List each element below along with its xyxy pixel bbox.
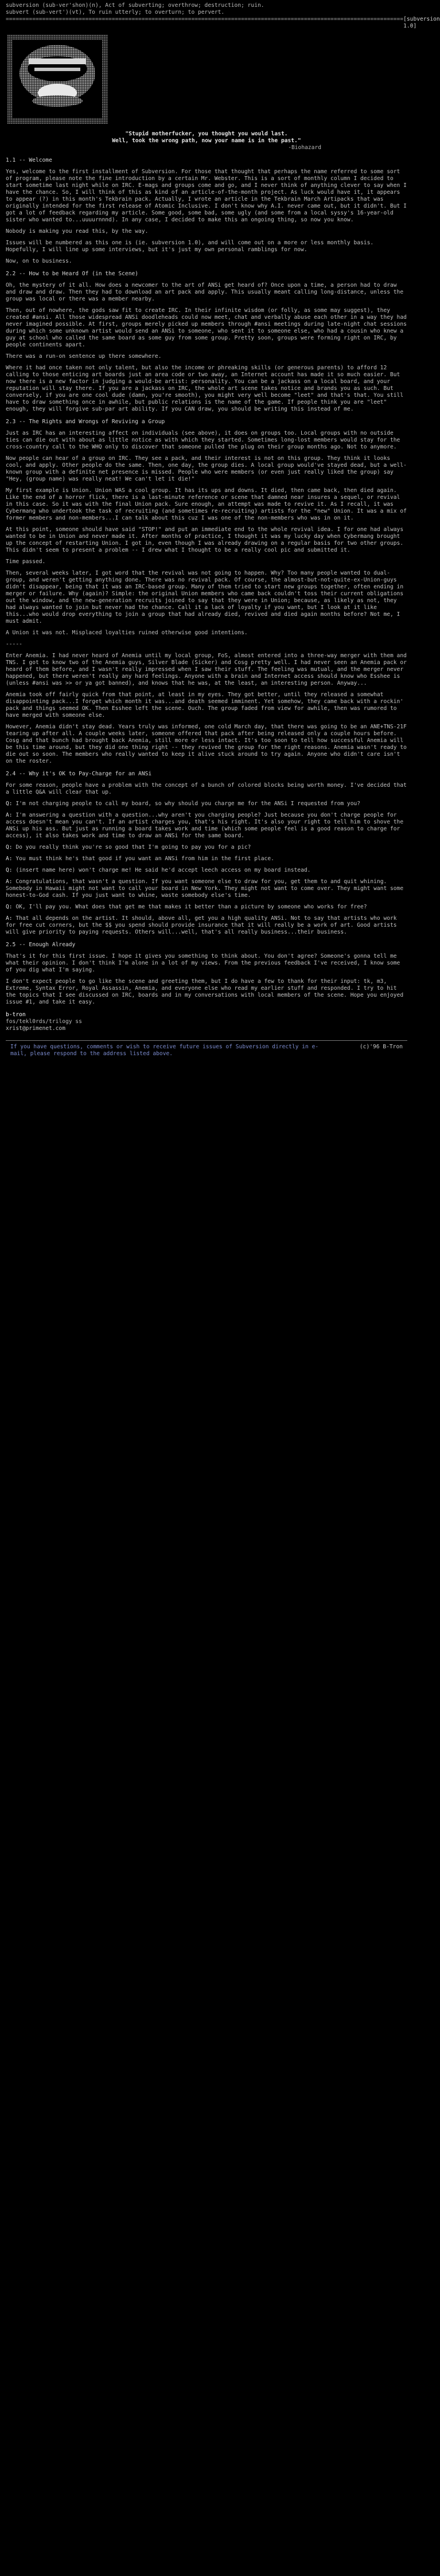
qa-tag: Q: <box>6 801 13 807</box>
section <box>6 942 407 1006</box>
qa-item <box>6 915 407 936</box>
paragraph: At this point, someone should have said "STOP!" and put an immediate end to the whole revival idea. I for one had always wanted to be in Union and never made it. After months of practice, I thought it was my lucky day when Cybermang brought up the concept of restarting Union. I got in, even though I was already drawing on a regular basis for two other groups. This didn't seem to present a problem -- I drew what I thought to be a really cool pic and submitted it. <box>6 526 404 553</box>
section-title: 2.2 -- How to be Heard Of (in the Scene) <box>6 271 139 277</box>
qa-tag: A: <box>6 879 13 885</box>
paragraph: Time passed. <box>6 559 46 565</box>
qa-item <box>6 879 407 899</box>
paragraph: Oh, the mystery of it all. How does a newcomer to the art of ANSi get heard of? Once upon a time, a person had to draw and draw and draw. Then they had to download an art pack and apply. This usually meant calling long-distance, unless the group was local or there was a member nearby. <box>6 282 404 302</box>
paragraph: Then, several weeks later, I got word that the revival was not going to happen. Why? Too many people wanted to dual-group, and weren't getting anything done. There was no revival pack. Of course, the almost-but-not-quite-ex-Union-guys didn't disappear, being that it was an IRC-based group. Many of them tried to start new groups together, often ending in merger or failure. Why (again)? Simple: the original Union members who came back couldn't toss their current obligations out the window, and the new-generation recruits joined to say that they were in Union; because, as likely as not, they had always wanted to join but never had the chance. Call it a lack of loyalty if you want, but I look at it like this...who would drop everything to join a group that had already died, revived and died again months before? Not me, I must admit. <box>6 570 404 625</box>
qa-text: (insert name here) won't charge me! He said he'd accept leech access on my board instead. <box>15 867 311 873</box>
header-rule-row <box>6 16 440 30</box>
paragraph: Enter Anemia. I had never heard of Anemia until my local group, FoS, almost entered into a three-way merger with them and TNS. I got to know two of the Anemia guys, Silver Blade (Sicker) and Cosg pretty well. I had never seen an Anemia pack or heard of them before, and I wasn't really impressed when I saw their stuff. The feeling was mutual, and the merger never happened, but there weren't really any hard feelings. Anyone with a brain and Internet access should know who Esshee is (unless #ansi was >> or ya got banned), and knows that he was, at the least, an interesting person. Anyway... <box>6 653 407 686</box>
copyright: (c)'96 B-Tron <box>359 1044 403 1050</box>
definition-subvert: subvert (sub-vert')(vt), To ruin utterly; to overturn; to pervert. <box>6 9 225 15</box>
qa-item <box>6 904 407 911</box>
qa-tag: Q: <box>6 844 13 850</box>
paragraph: Yes, welcome to the first installment of Subversion. For those that thought that perhaps the name referred to some sort of program, please note the fine introduction by a certain Mr. Webster. This is a sort of monthly column I decided to start sometime last night while on IRC. E-mags and groups come and go, and I never think of anything clever to say when I have the chance. So, I will think of this as kind of an article-of-the-month project. As luck would have it, it appears to appear (?) in this month's Tekbrain pack. Actually, I wrote an article in the Tekbrain March Artipacks that was originally intended for the first release of Atomic Inclusive. I don't know why A.I. never came out, but it didn't. But I got a lot of feedback regarding my article. Some good, some bad, some ugly (and some from a local syssy's 16-year-old sister who wanted to...uuuurnnnd). In any case, I decided to make this an ongoing thing, so now you know. <box>6 169 407 223</box>
paragraph: I don't expect people to go like the scene and greeting them, but I do have a few to thank for their input: tk, m3, Extreme, Syntax Error, Royal Assassin, Anemia, and everyone else who read my earlier stuff and responded. I try to hit the topics that I see discussed on IRC, boards and in my conversations with local members of the scene. Hope you enjoyed issue #1, and take it easy. <box>6 978 404 1005</box>
paragraph: ----- <box>6 641 22 647</box>
paragraph: My first example is Union. Union WAS a cool group. It has its ups and downs. It died, then came back, then died again. Like the end of a horror flick, there is a last-minute reference or scene that damned near insures a sequel, or revival in this case. So it was with the final Union pack. Sure enough, an attempt was made to revive it. As I recall, it was Cybermang who undertook the task of recruiting (and sometimes re-recruiting) artists for the "new" Union. It was a mix of former members and non-members...I can talk about this cuz I was one of the non-members who was in on it. <box>6 487 407 521</box>
section-title: 2.4 -- Why it's OK to Pay-Charge for an ANSi <box>6 771 152 777</box>
qa-item <box>6 867 407 874</box>
section <box>6 157 407 265</box>
qa-item <box>6 856 407 862</box>
section <box>6 419 407 765</box>
paragraph: Now people can hear of a group on IRC. They see a pack, and their interest is not on this group. They think it looks cool, and apply. Other people do the same. Then, one day, the group dies. A local group would've stayed dead, but a well-known group with a definite net presence is missed. People who were members (or even just really liked the group) say "Hey, (group name) was really neat! We can't let it die!" <box>6 455 407 482</box>
qa-tag: Q: <box>6 867 13 873</box>
document-page <box>0 0 440 1060</box>
author-signature <box>6 1012 407 1032</box>
section <box>6 271 407 413</box>
section-title: 2.5 -- Enough Already <box>6 942 76 948</box>
paragraph: That's it for this first issue. I hope it gives you something to think about. You don't agree? Someone's gonna tell me what their opinion. I don't think I'm alone in a lot of my views. From the previous feedback I've received, I know some of you dig what I'm saying. <box>6 953 400 973</box>
paragraph: For some reason, people have a problem with the concept of a bunch of colored blocks being worth money. I've decided that a little Q&A will clear that up. <box>6 782 407 795</box>
qa-text: Do you really think you're so good that I'm going to pay you for a pic? <box>15 844 251 850</box>
paragraph: Nobody is making you read this, by the way. <box>6 228 149 235</box>
epigraph-quote <box>6 131 407 151</box>
qa-tag: A: <box>6 915 13 922</box>
footer-bar <box>6 1040 407 1060</box>
qa-item <box>6 801 407 807</box>
issue-version: [subversion 1.0] <box>403 16 440 29</box>
qa-tag: A: <box>6 812 13 818</box>
paragraph: A Union it was not. Misplaced loyalties ruined otherwise good intentions. <box>6 630 248 636</box>
paragraph: Where it had once taken not only talent, but also the income or phreaking skills (or generous parents) to afford 12 calling to those enticing art boards just an area code or two away, an Internet account has made it so much easier. But now there is a new factor in judging a would-be artist: personality. You can be a jackass on a local board, and your reputation will stay there. If you are a jackass on IRC, the whole art scene takes notice and brands you as such. But conversely, if you are one cool dude (damn, you're smooth), you might very well become "leet" and that's that. You still have to draw something once in awhile, but public relations is the name of the game. If people think you are "leet" enough, they will forgive sub-par art ability. If you CAN draw, you should be writing this instead of me. <box>6 365 404 412</box>
header-rule: ======================================================================================================================== <box>6 16 404 22</box>
section-title: 1.1 -- Welcome <box>6 157 52 163</box>
qa-text: I'm not charging people to call my board, so why should you charge me for the ANSi I requested from you? <box>15 801 361 807</box>
paragraph: Now, on to business. <box>6 258 72 264</box>
paragraph: Issues will be numbered as this one is (ie. subversion 1.0), and will come out on a more or less monthly basis. Hopefully, I will line up some interviews, but it's just my own personal ramblings for now. <box>6 240 374 253</box>
quote-attribution: -Biohazard <box>288 145 321 151</box>
qa-text: OK, I'll pay you. What does that get me that makes it better than a picture by someone who works for free? <box>15 904 367 910</box>
footer-note: If you have questions, comments or wish to receive future issues of Subversion directly in e-mail, please respond to the address listed above. <box>10 1044 319 1057</box>
article-body <box>6 157 407 1006</box>
definition-subversion: subversion (sub·ver'shon)(n), Act of subverting; overthrow; destruction; ruin. <box>6 2 264 9</box>
qa-text: You must think he's that good if you want an ANSi from him in the first place. <box>15 856 274 862</box>
section-title: 2.3 -- The Rights and Wrongs of Reviving a Group <box>6 419 165 425</box>
qa-text: That all depends on the artist. It should, above all, get you a high quality ANSi. Not to say that artists who work for free cut corners, but the $$ you spend should provide insurance that it will really be a work of art. Good artists will give priority to paying requests. Others will...well, that's all really business...their business. <box>6 915 397 935</box>
qa-text: Congratulations, that wasn't a question. If you want someone else to draw for you, get them to and quit whining. Somebody in Hawaii might not want to call your board in New York. They might not want to come over. They might want some honest-to-God cash. If you just want to whine, waste somebody else's time. <box>6 879 404 899</box>
qa-tag: Q: <box>6 904 13 910</box>
section <box>6 771 407 936</box>
paragraph: Anemia took off fairly quick from that point, at least in my eyes. They got better, until they released a somewhat disappointing pack...I forget which month it was...and death seemed imminent. Yet somehow, they came back with a rockin' pack and things seemed OK. Then Esshee left the scene. Ouch. The group faded from view for awhile, then was rumored to have merged with someone else. <box>6 692 404 719</box>
author-email[interactable]: xrist@primenet.com <box>6 1025 65 1032</box>
paragraph: Just as IRC has an interesting affect on individuals (see above), it does on groups too. Local groups with no outside ties can die out with about as little notice as with which they started. Sometimes long-lost members would stay for the cross-country call to the WHQ only to discover that someone pulled the plug on their group months ago. Not to anymore. <box>6 430 400 450</box>
paragraph: However, Anemia didn't stay dead. Years truly was informed, one cold March day, that there was going to be an ANE+TNS-21F tearing up after all. A couple weeks later, someone offered that pack after being released only a couple hours before. Cosg and that bunch had brought back Anemia, still more or less intact. It's too soon to tell how successful Anemia will be this time around, but they did one thing right -- they revived the group for the right reasons. Anemia wasn't ready to die out so soon. The members who really wanted to keep it alive stuck around to try again. Anyone who didn't care isn't on the roster. <box>6 724 407 764</box>
paragraph: There was a run-on sentence up there somewhere. <box>6 353 162 360</box>
paragraph: Then, out of nowhere, the gods saw fit to create IRC. In their infinite wisdom (or folly, as some may suggest), they created #ansi. All those widespread ANSi doodleheads could now meet, chat and verbally abuse each other in a way they had never imagined possible. At first, groups merely picked up members through #ansi meetings during late-night chat sessions during which some unknown artist would send an ANSi to someone, who sent it to someone else, who had a cousin who knew a guy at school who called the same board as some guy from some group. Pretty soon, groups were forming right on IRC, by people continents apart. <box>6 307 407 348</box>
qa-text: I'm answering a question with a question...why aren't you charging people? Just because you don't charge people for access doesn't mean you can't. If an artist charges you, that's his right. It's also your right to tell him to shove the ANSi up his ass. But just as running a board takes work and time (which some people feel is a good reason to charge for access), it also takes work and time to draw an ANSi for the same board. <box>6 812 404 839</box>
qa-item <box>6 812 407 840</box>
author-groups: fos/tekl0rds/trilogy ss <box>6 1018 82 1025</box>
author-name: b-tron <box>6 1012 26 1018</box>
ascii-art-logo <box>6 33 109 125</box>
quote-text: "Stupid motherfucker, you thought you would last. Well, took the wrong path, now your name is in the past." <box>112 131 301 144</box>
qa-item <box>6 844 407 851</box>
qa-tag: A: <box>6 856 13 862</box>
